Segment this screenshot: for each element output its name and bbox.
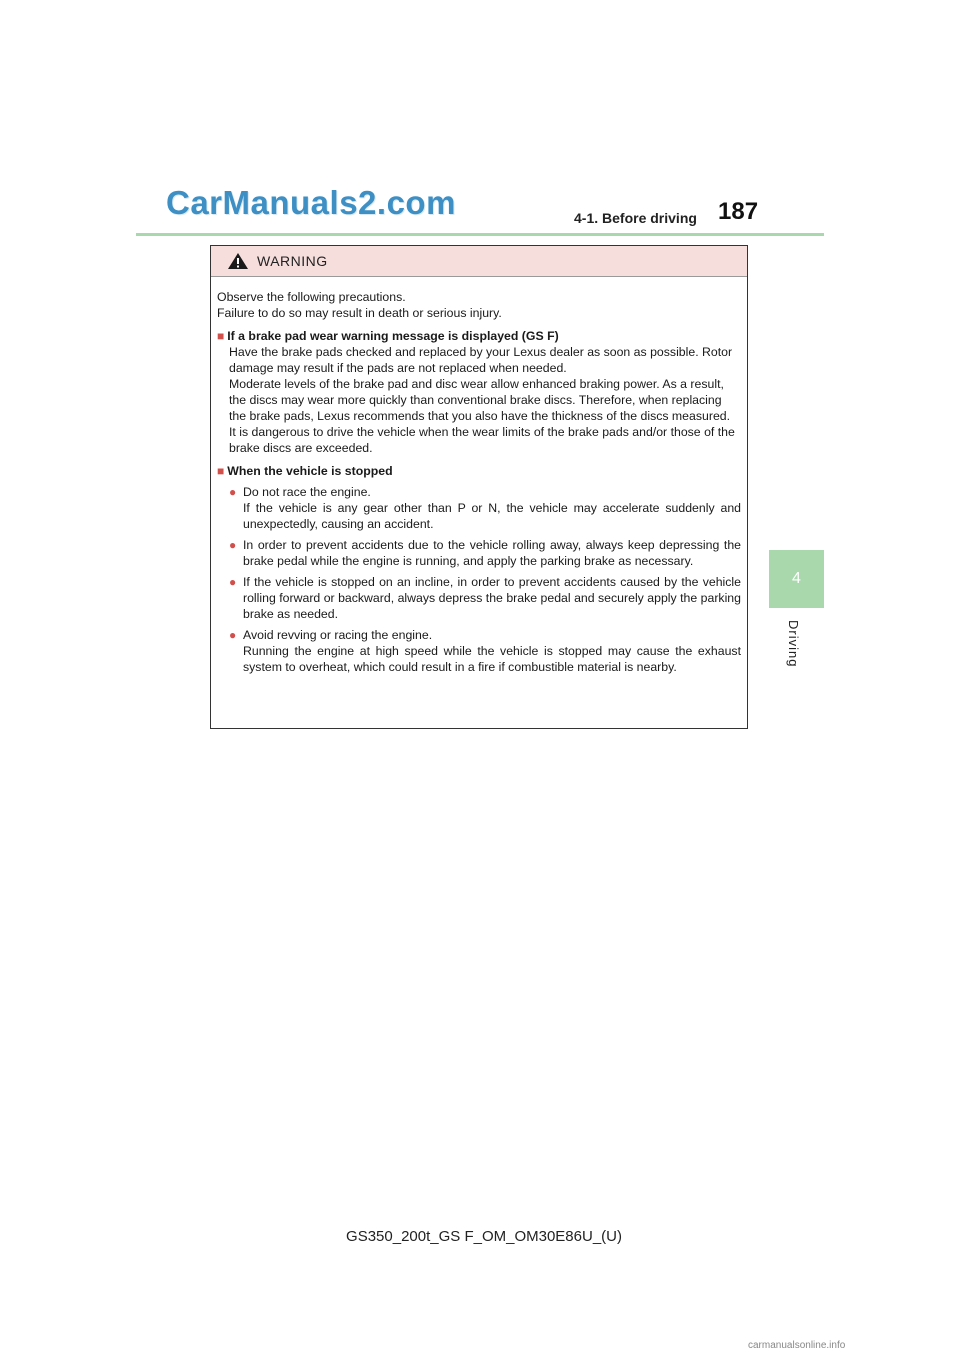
paragraph: Moderate levels of the brake pad and disc wear allow enhanced braking power. As a result, the discs may wear more quickly than conventional brake discs. Therefore, when replacing the brake pads, Lexus recommends that you also have the thickness of the discs measured. <box>229 377 731 423</box>
intro-line: Failure to do so may result in death or serious injury. <box>217 306 502 320</box>
header-rule <box>136 233 824 236</box>
list-item <box>217 484 741 532</box>
section-heading <box>217 463 741 479</box>
section-heading <box>217 328 741 344</box>
warning-title: WARNING <box>257 253 328 269</box>
section-brake-pad-wear <box>217 328 741 456</box>
list-item <box>217 537 741 569</box>
list-item-line: Avoid revving or racing the engine. <box>243 628 433 642</box>
square-bullet-icon: ■ <box>217 464 225 478</box>
list-item-text <box>243 574 741 622</box>
section-vehicle-stopped <box>217 463 741 675</box>
list-item-text <box>243 537 741 569</box>
watermark-footer: carmanualsonline.info <box>748 1340 846 1351</box>
list-item-line: In order to prevent accidents due to the vehicle rolling away, always keep depressing the brake pedal while the engine is running, and apply the parking brake as necessary. <box>243 538 741 568</box>
list-item-text <box>243 484 741 532</box>
warning-triangle-icon <box>227 252 249 270</box>
list-item-line: Running the engine at high speed while the vehicle is stopped may cause the exhaust system to overheat, which could result in a fire if combustible material is nearby. <box>243 644 741 674</box>
list-item <box>217 574 741 622</box>
warning-header <box>211 246 747 277</box>
watermark-logo: CarManuals2.com <box>166 184 456 221</box>
list-item-line: If the vehicle is stopped on an incline, in order to prevent accidents caused by the vehicle rolling forward or backward, always depress the brake pedal and securely apply the parking brake as needed. <box>243 575 741 621</box>
list-item <box>217 627 741 675</box>
intro-line: Observe the following precautions. <box>217 290 406 304</box>
bullet-dot-icon: ● <box>229 485 237 499</box>
warning-box <box>210 245 748 729</box>
section-paragraphs <box>217 344 741 456</box>
footer-manual-code: GS350_200t_GS F_OM_OM30E86U_(U) <box>346 1228 622 1245</box>
chapter-label: Driving <box>786 620 801 668</box>
bullet-dot-icon: ● <box>229 575 237 589</box>
list-item-line: If the vehicle is any gear other than P or N, the vehicle may accelerate suddenly and unexpectedly, causing an accident. <box>243 501 741 531</box>
bullet-dot-icon: ● <box>229 538 237 552</box>
page-number: 187 <box>718 198 759 225</box>
bullet-dot-icon: ● <box>229 628 237 642</box>
paragraph: It is dangerous to drive the vehicle when the wear limits of the brake pads and/or those of the brake discs are exceeded. <box>229 425 735 455</box>
paragraph: Have the brake pads checked and replaced by your Lexus dealer as soon as possible. Rotor damage may result if the pads are not replaced when needed. <box>229 345 733 375</box>
list-item-line: Do not race the engine. <box>243 485 371 499</box>
chapter-number: 4 <box>792 570 801 587</box>
section-heading-text: If a brake pad wear warning message is displayed (GS F) <box>227 329 559 343</box>
section-title: 4-1. Before driving <box>574 210 697 226</box>
square-bullet-icon: ■ <box>217 329 225 343</box>
list-item-text <box>243 627 741 675</box>
section-heading-text: When the vehicle is stopped <box>227 464 393 478</box>
warning-body <box>211 277 747 675</box>
